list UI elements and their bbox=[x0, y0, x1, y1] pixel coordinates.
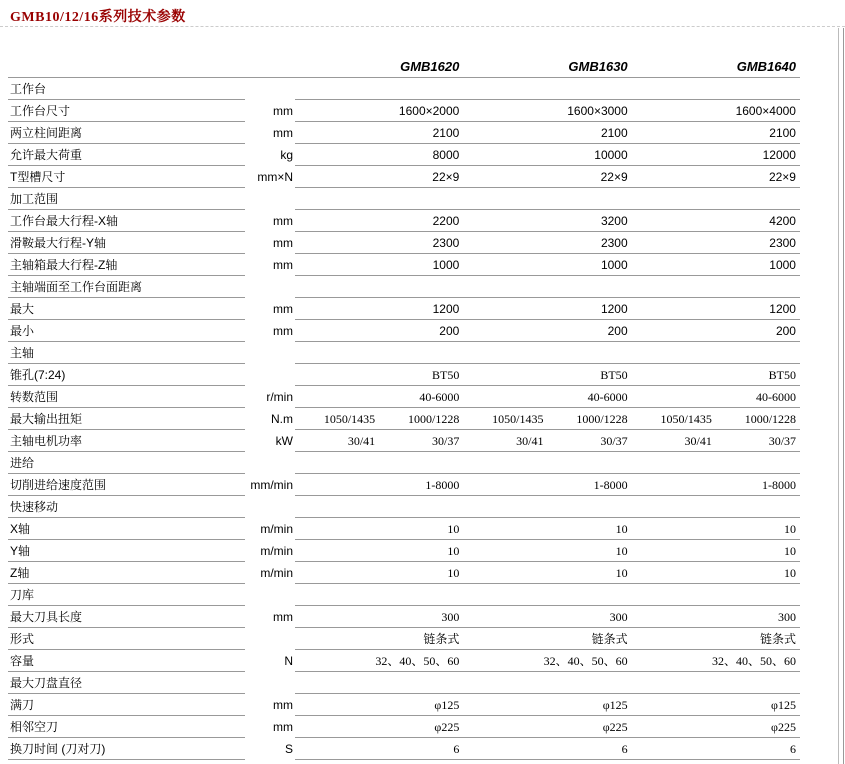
param-values bbox=[295, 496, 800, 518]
param-values bbox=[295, 716, 800, 738]
param-value: φ125 bbox=[434, 697, 460, 712]
param-values bbox=[295, 408, 800, 430]
param-values bbox=[295, 386, 800, 408]
param-value: 1000/1228 bbox=[408, 411, 460, 426]
param-values bbox=[295, 738, 800, 760]
param-value: 1050/1435 bbox=[492, 411, 544, 426]
param-label: 最小 bbox=[8, 320, 245, 342]
param-label: 形式 bbox=[8, 628, 245, 650]
param-unit bbox=[245, 364, 295, 386]
param-value: 10 bbox=[615, 543, 628, 558]
param-value: 10 bbox=[615, 521, 628, 536]
table-row bbox=[8, 144, 800, 166]
param-label: 主轴电机功率 bbox=[8, 430, 245, 452]
param-value: BT50 bbox=[768, 367, 796, 382]
param-label: 锥孔(7:24) bbox=[8, 364, 245, 386]
section-row bbox=[8, 672, 800, 694]
param-label: 容量 bbox=[8, 650, 245, 672]
param-unit: N bbox=[284, 654, 293, 668]
param-value: 1200 bbox=[769, 301, 796, 316]
param-value: 32、40、50、60 bbox=[543, 653, 628, 668]
table-row bbox=[8, 474, 800, 496]
table-row bbox=[8, 166, 800, 188]
param-value: 10 bbox=[447, 565, 460, 580]
param-unit: mm bbox=[273, 104, 293, 118]
param-value: 1600×2000 bbox=[398, 103, 460, 118]
param-value: 30/37 bbox=[600, 433, 628, 448]
param-value: 10 bbox=[783, 565, 796, 580]
param-label: 主轴端面至工作台面距离 bbox=[8, 276, 245, 298]
table-row bbox=[8, 694, 800, 716]
param-value: 1000 bbox=[432, 257, 460, 272]
param-label: 主轴 bbox=[8, 342, 245, 364]
section-row bbox=[8, 496, 800, 518]
param-value: 2100 bbox=[600, 125, 628, 140]
param-value: 1000 bbox=[769, 257, 796, 272]
param-value: 2100 bbox=[769, 125, 796, 140]
param-values bbox=[295, 364, 800, 386]
param-value: 32、40、50、60 bbox=[375, 653, 460, 668]
param-values bbox=[295, 694, 800, 716]
param-value: 8000 bbox=[432, 147, 460, 162]
param-label: 转数范围 bbox=[8, 386, 245, 408]
section-row bbox=[8, 452, 800, 474]
param-label: 相邻空刀 bbox=[8, 716, 245, 738]
table-row bbox=[8, 232, 800, 254]
param-values bbox=[295, 320, 800, 342]
param-label: T型槽尺寸 bbox=[8, 166, 245, 188]
param-value: 200 bbox=[775, 323, 796, 338]
param-unit bbox=[245, 188, 295, 210]
param-label: Y轴 bbox=[8, 540, 245, 562]
param-value: 1600×4000 bbox=[735, 103, 796, 118]
table-row bbox=[8, 408, 800, 430]
param-label: 最大刀具长度 bbox=[8, 606, 245, 628]
param-values bbox=[295, 254, 800, 276]
param-value: 1050/1435 bbox=[323, 411, 376, 426]
param-value: 2300 bbox=[769, 235, 796, 250]
param-unit bbox=[245, 276, 295, 298]
table-row bbox=[8, 254, 800, 276]
param-value: 1200 bbox=[432, 301, 460, 316]
param-value: 10000 bbox=[594, 147, 628, 162]
param-value: 300 bbox=[441, 609, 460, 624]
param-value: φ125 bbox=[771, 697, 796, 712]
param-values bbox=[295, 100, 800, 122]
table-row bbox=[8, 738, 800, 760]
param-value: 2300 bbox=[432, 235, 460, 250]
param-label: 刀库 bbox=[8, 584, 245, 606]
table-row bbox=[8, 386, 800, 408]
table-row bbox=[8, 650, 800, 672]
window-right-edge bbox=[843, 28, 844, 764]
param-value: 22×9 bbox=[600, 169, 628, 184]
param-values bbox=[295, 144, 800, 166]
param-unit bbox=[245, 342, 295, 364]
param-label: 最大输出扭矩 bbox=[8, 408, 245, 430]
param-values bbox=[295, 430, 800, 452]
table-row bbox=[8, 628, 800, 650]
param-unit: S bbox=[284, 742, 293, 756]
param-value: 6 bbox=[621, 741, 628, 756]
param-unit bbox=[245, 452, 295, 474]
param-value: 10 bbox=[447, 543, 460, 558]
param-value: 40-6000 bbox=[755, 389, 796, 404]
param-label: 进给 bbox=[8, 452, 245, 474]
param-value: 10 bbox=[447, 521, 460, 536]
param-value: 30/37 bbox=[432, 433, 460, 448]
param-unit: mm bbox=[273, 324, 293, 338]
param-value: 2100 bbox=[432, 125, 460, 140]
param-unit: m/min bbox=[260, 522, 293, 536]
param-value: 1050/1435 bbox=[660, 411, 712, 426]
param-values bbox=[295, 606, 800, 628]
param-value: 链条式 bbox=[591, 631, 628, 646]
param-unit: mm bbox=[273, 720, 293, 734]
table-row bbox=[8, 540, 800, 562]
model-header: GMB1620 bbox=[400, 59, 460, 74]
param-value: φ225 bbox=[434, 719, 460, 734]
param-values bbox=[295, 628, 800, 650]
param-label: 加工范围 bbox=[8, 188, 245, 210]
table-row bbox=[8, 122, 800, 144]
param-label: 最大刀盘直径 bbox=[8, 672, 245, 694]
section-row bbox=[8, 584, 800, 606]
param-value: φ225 bbox=[602, 719, 628, 734]
param-unit: mm bbox=[273, 258, 293, 272]
param-label: 最大 bbox=[8, 298, 245, 320]
param-unit: mm×N bbox=[257, 170, 293, 184]
model-headers bbox=[295, 56, 800, 77]
param-value: 10 bbox=[615, 565, 628, 580]
param-value: 1-8000 bbox=[593, 477, 628, 492]
section-row bbox=[8, 276, 800, 298]
param-values bbox=[295, 672, 800, 694]
table-row bbox=[8, 562, 800, 584]
param-unit: kg bbox=[280, 148, 293, 162]
param-value: BT50 bbox=[431, 367, 460, 382]
param-label: 快速移动 bbox=[8, 496, 245, 518]
param-values bbox=[295, 650, 800, 672]
param-unit: kW bbox=[275, 434, 293, 448]
header-unit-spacer bbox=[245, 56, 295, 77]
param-value: 30/41 bbox=[516, 433, 544, 448]
param-value: 300 bbox=[609, 609, 628, 624]
param-label: 滑鞍最大行程-Y轴 bbox=[8, 232, 245, 254]
param-value: 6 bbox=[789, 741, 796, 756]
param-value: 1-8000 bbox=[761, 477, 796, 492]
param-unit bbox=[245, 78, 295, 100]
param-values bbox=[295, 232, 800, 254]
param-values bbox=[295, 122, 800, 144]
param-unit: mm bbox=[273, 126, 293, 140]
param-value: 300 bbox=[777, 609, 796, 624]
section-row bbox=[8, 342, 800, 364]
param-value: 1000/1228 bbox=[576, 411, 628, 426]
param-value: 40-6000 bbox=[587, 389, 628, 404]
param-label: 两立柱间距离 bbox=[8, 122, 245, 144]
param-value: 30/37 bbox=[768, 433, 797, 448]
header-spacer bbox=[8, 56, 245, 77]
table-row bbox=[8, 210, 800, 232]
param-values bbox=[295, 452, 800, 474]
param-value: φ225 bbox=[771, 719, 796, 734]
content-right-border bbox=[838, 28, 839, 764]
table-row bbox=[8, 430, 800, 452]
page-title: GMB10/12/16系列技术参数 bbox=[0, 0, 845, 27]
param-value: 4200 bbox=[769, 213, 796, 228]
param-value: 22×9 bbox=[432, 169, 460, 184]
param-values bbox=[295, 474, 800, 496]
param-label: 换刀时间 (刀对刀) bbox=[8, 738, 245, 760]
param-values bbox=[295, 78, 800, 100]
param-unit: mm bbox=[273, 698, 293, 712]
table-row bbox=[8, 100, 800, 122]
param-value: 12000 bbox=[762, 147, 796, 162]
param-unit bbox=[245, 496, 295, 518]
table-row bbox=[8, 606, 800, 628]
param-label: 工作台最大行程-X轴 bbox=[8, 210, 245, 232]
param-value: 30/41 bbox=[684, 433, 712, 448]
table-row bbox=[8, 320, 800, 342]
param-values bbox=[295, 540, 800, 562]
param-unit: mm bbox=[273, 610, 293, 624]
param-values bbox=[295, 276, 800, 298]
param-label: 切削进给速度范围 bbox=[8, 474, 245, 496]
param-value: 1000 bbox=[600, 257, 628, 272]
spec-table bbox=[8, 56, 800, 760]
param-values bbox=[295, 584, 800, 606]
param-value: 200 bbox=[607, 323, 628, 338]
param-value: 40-6000 bbox=[419, 389, 460, 404]
param-unit bbox=[245, 584, 295, 606]
table-row bbox=[8, 518, 800, 540]
param-unit: mm bbox=[273, 302, 293, 316]
table-header-row bbox=[8, 56, 800, 78]
model-header: GMB1630 bbox=[568, 59, 628, 74]
param-unit: m/min bbox=[260, 544, 293, 558]
param-value: 1200 bbox=[600, 301, 628, 316]
param-value: φ125 bbox=[602, 697, 628, 712]
param-unit: m/min bbox=[260, 566, 293, 580]
param-value: 32、40、50、60 bbox=[711, 653, 796, 668]
param-label: 工作台 bbox=[8, 78, 245, 100]
param-unit: r/min bbox=[266, 390, 293, 404]
param-value: 30/41 bbox=[347, 433, 376, 448]
param-values bbox=[295, 210, 800, 232]
table-row bbox=[8, 716, 800, 738]
param-label: 允许最大荷重 bbox=[8, 144, 245, 166]
param-unit: mm bbox=[273, 214, 293, 228]
param-value: 1600×3000 bbox=[567, 103, 628, 118]
param-value: 6 bbox=[453, 741, 460, 756]
param-unit: mm bbox=[273, 236, 293, 250]
param-unit: N.m bbox=[271, 412, 293, 426]
param-unit bbox=[245, 628, 295, 650]
table-row bbox=[8, 298, 800, 320]
param-label: 主轴箱最大行程-Z轴 bbox=[8, 254, 245, 276]
param-unit bbox=[245, 672, 295, 694]
param-value: 10 bbox=[783, 543, 796, 558]
param-label: 工作台尺寸 bbox=[8, 100, 245, 122]
section-row bbox=[8, 188, 800, 210]
param-values bbox=[295, 298, 800, 320]
param-label: 满刀 bbox=[8, 694, 245, 716]
param-value: 链条式 bbox=[759, 631, 796, 646]
param-values bbox=[295, 188, 800, 210]
param-value: 链条式 bbox=[423, 631, 460, 646]
param-value: 10 bbox=[783, 521, 796, 536]
param-value: 1000/1228 bbox=[744, 411, 797, 426]
param-value: BT50 bbox=[600, 367, 628, 382]
param-label: X轴 bbox=[8, 518, 245, 540]
param-values bbox=[295, 166, 800, 188]
param-value: 1-8000 bbox=[425, 477, 460, 492]
param-values bbox=[295, 562, 800, 584]
model-header: GMB1640 bbox=[736, 59, 796, 74]
param-value: 22×9 bbox=[768, 169, 796, 184]
param-value: 2300 bbox=[600, 235, 628, 250]
param-value: 2200 bbox=[432, 213, 460, 228]
table-row bbox=[8, 364, 800, 386]
section-row bbox=[8, 78, 800, 100]
param-value: 3200 bbox=[600, 213, 628, 228]
param-values bbox=[295, 518, 800, 540]
param-value: 200 bbox=[439, 323, 460, 338]
param-label: Z轴 bbox=[8, 562, 245, 584]
param-unit: mm/min bbox=[250, 478, 293, 492]
param-values bbox=[295, 342, 800, 364]
